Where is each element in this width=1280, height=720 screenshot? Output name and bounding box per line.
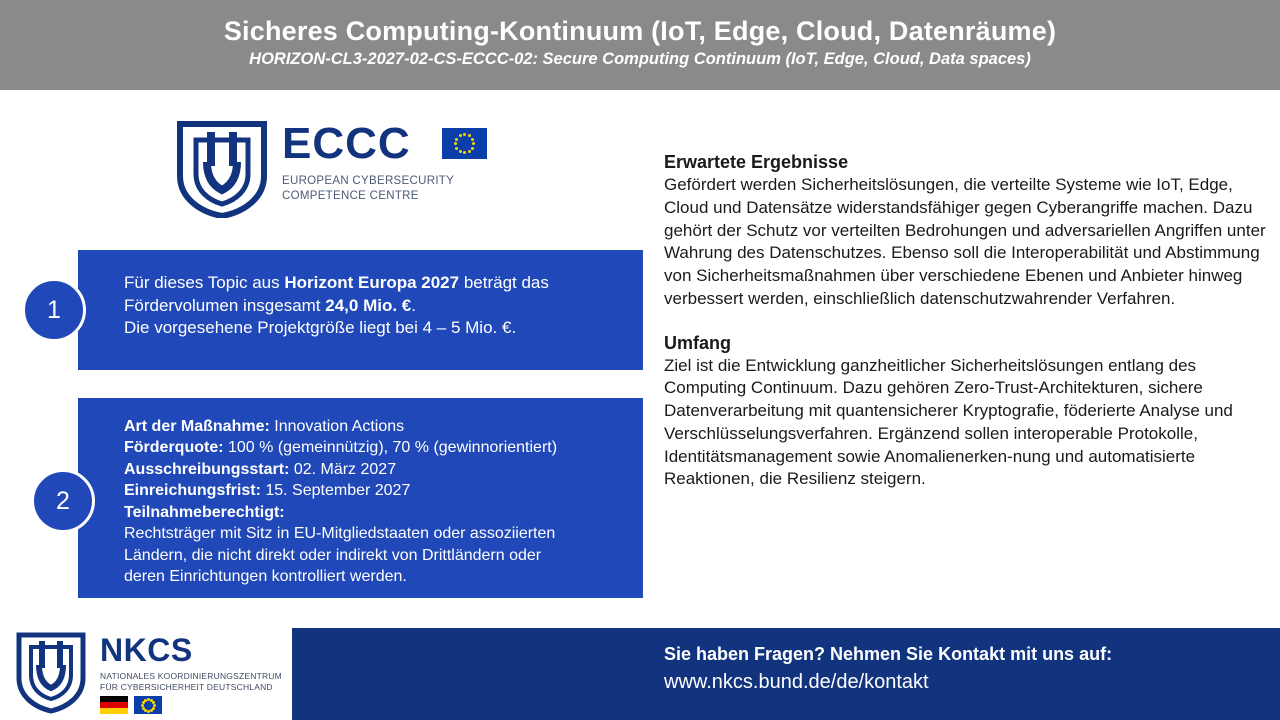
funding-label: 24,0 Mio. € — [325, 295, 412, 315]
detail-line — [124, 480, 621, 501]
funding-line — [124, 272, 621, 295]
nkcs-wordmark: NKCS — [100, 632, 193, 668]
eccc-tagline-line1: EUROPEAN CYBERSECURITY — [282, 175, 455, 187]
detail-line — [124, 459, 621, 480]
right-content-column — [664, 152, 1272, 491]
germany-flag-icon — [100, 696, 128, 714]
section-heading-scope: Umfang — [664, 332, 731, 353]
page-title: Sicheres Computing-Kontinuum (IoT, Edge, Cloud, Datenräume) — [223, 16, 1057, 47]
nkcs-tagline — [100, 671, 282, 693]
eccc-tagline-line2: COMPETENCE CENTRE — [282, 190, 419, 203]
nkcs-logo-text — [100, 634, 282, 693]
step-number-1: 1 — [22, 278, 86, 342]
eu-star-icon — [455, 147, 458, 150]
eccc-logo-text — [282, 119, 455, 204]
funding-value: Fördervolumen insgesamt — [124, 295, 326, 315]
detail-line — [124, 523, 621, 544]
nkcs-shield-icon — [14, 630, 88, 714]
eu-star-icon — [454, 142, 457, 145]
nkcs-logo — [14, 630, 284, 714]
nkcs-tagline-line1: NATIONALES KOORDINIERUNGSZENTRUM — [100, 671, 282, 681]
contact-url[interactable]: www.nkcs.bund.de/de/kontakt — [664, 671, 929, 693]
detail-value: 02. März 2027 — [293, 460, 397, 478]
detail-value: 15. September 2027 — [265, 482, 411, 500]
eu-star-icon — [147, 710, 150, 713]
section-body-outcomes: Gefördert werden Sicherheitslösungen, die verteilte Systeme wie IoT, Edge, Cloud und Datensätze widerstandsfähiger gegen Cyberangriffe machen. Dazu gehört der Schutz vor verteilten Bedrohungen und adversariellen Angriffen unter Wahrung des Datenschutzes. Ebenso soll die Interoperabilität und Abstimmung von Sicherheitsmaßnahmen über verschiedene Ebenen und Anbieter hinweg verbessert werden, einschließlich datenschutzwahrender Verfahren. — [664, 175, 1266, 308]
call-details-box — [78, 398, 643, 598]
eu-star-icon — [472, 142, 475, 145]
detail-line — [124, 566, 621, 587]
eu-star-icon — [468, 134, 471, 137]
section-heading-outcomes: Erwartete Ergebnisse — [664, 152, 849, 172]
detail-label: Art der Maßnahme: — [124, 418, 275, 435]
eu-star-icon — [463, 133, 466, 136]
detail-value: Innovation Actions — [274, 418, 405, 435]
eu-star-icon — [463, 151, 466, 154]
detail-label: Einreichungsfrist: — [124, 482, 266, 500]
eccc-shield-icon — [174, 118, 270, 218]
eu-flag-icon — [442, 128, 487, 159]
contact-footer — [292, 628, 1280, 720]
eu-flag-icon-small — [134, 696, 162, 714]
detail-line — [124, 545, 621, 566]
detail-value: Ländern, die nicht direkt oder indirekt von Drittländern oder — [124, 546, 542, 564]
eu-star-icon — [471, 147, 474, 150]
eu-star-icon — [459, 150, 462, 153]
funding-value: Die vorgesehene Projektgröße liegt bei 4 – 5 Mio. €. — [124, 318, 517, 338]
detail-line — [124, 416, 621, 437]
detail-label: Förderquote: — [124, 439, 228, 457]
detail-value: deren Einrichtungen kontrolliert werden. — [124, 568, 407, 586]
section-spacer — [664, 311, 1272, 333]
detail-line — [124, 502, 621, 523]
funding-line — [124, 295, 621, 318]
header-banner — [0, 0, 1280, 90]
funding-value: Für dieses Topic aus — [124, 273, 285, 292]
step-number-2: 2 — [31, 469, 95, 533]
funding-line — [124, 317, 621, 340]
eu-star-icon — [150, 709, 153, 712]
detail-value: Rechtsträger mit Sitz in EU-Mitgliedstaaten oder assoziierten — [124, 525, 556, 543]
detail-value: 100 % (gemeinnützig), 70 % (gewinnorientiert) — [228, 439, 558, 457]
flag-group — [100, 696, 162, 714]
section-body-scope: Ziel ist die Entwicklung ganzheitlicher Sicherheitslösungen entlang des Computing Continuum. Dazu gehören Zero-Trust-Architekturen, sichere Datenverarbeitung mit quantensicherer Kryptografie, föderierte Analyse und Verschlüsselungsverfahren. Ergänzend sollen interoperable Protokolle, Identitätsmanagement sowie Anomalienerken-nung und automatisierte Reaktionen, die Resilienz steigern. — [664, 355, 1233, 489]
funding-info-box — [78, 250, 643, 370]
eu-star-icon — [455, 138, 458, 141]
eccc-logo — [174, 118, 484, 218]
funding-value: . — [411, 295, 416, 315]
funding-label: Horizont Europa 2027 — [284, 273, 460, 292]
eu-star-icon — [468, 150, 471, 153]
eu-star-icon — [471, 138, 474, 141]
detail-label: Ausschreibungsstart: — [124, 460, 294, 478]
detail-line — [124, 437, 621, 458]
eu-star-icon — [141, 704, 144, 707]
eccc-wordmark: ECCC — [282, 119, 411, 168]
eccc-tagline — [282, 174, 454, 204]
eu-star-icon — [144, 699, 147, 702]
detail-label: Teilnahmeberechtigt: — [124, 503, 285, 521]
funding-value: beträgt das — [459, 273, 549, 292]
nkcs-tagline-line2: FÜR CYBERSICHERHEIT DEUTSCHLAND — [100, 682, 273, 693]
contact-question: Sie haben Fragen? Nehmen Sie Kontakt mit uns auf: — [664, 644, 1113, 664]
page-subtitle: HORIZON-CL3-2027-02-CS-ECCC-02: Secure Computing Continuum (IoT, Edge, Cloud, Data spaces) — [249, 49, 1031, 68]
eu-star-icon — [142, 707, 145, 710]
eu-star-icon — [459, 134, 462, 137]
